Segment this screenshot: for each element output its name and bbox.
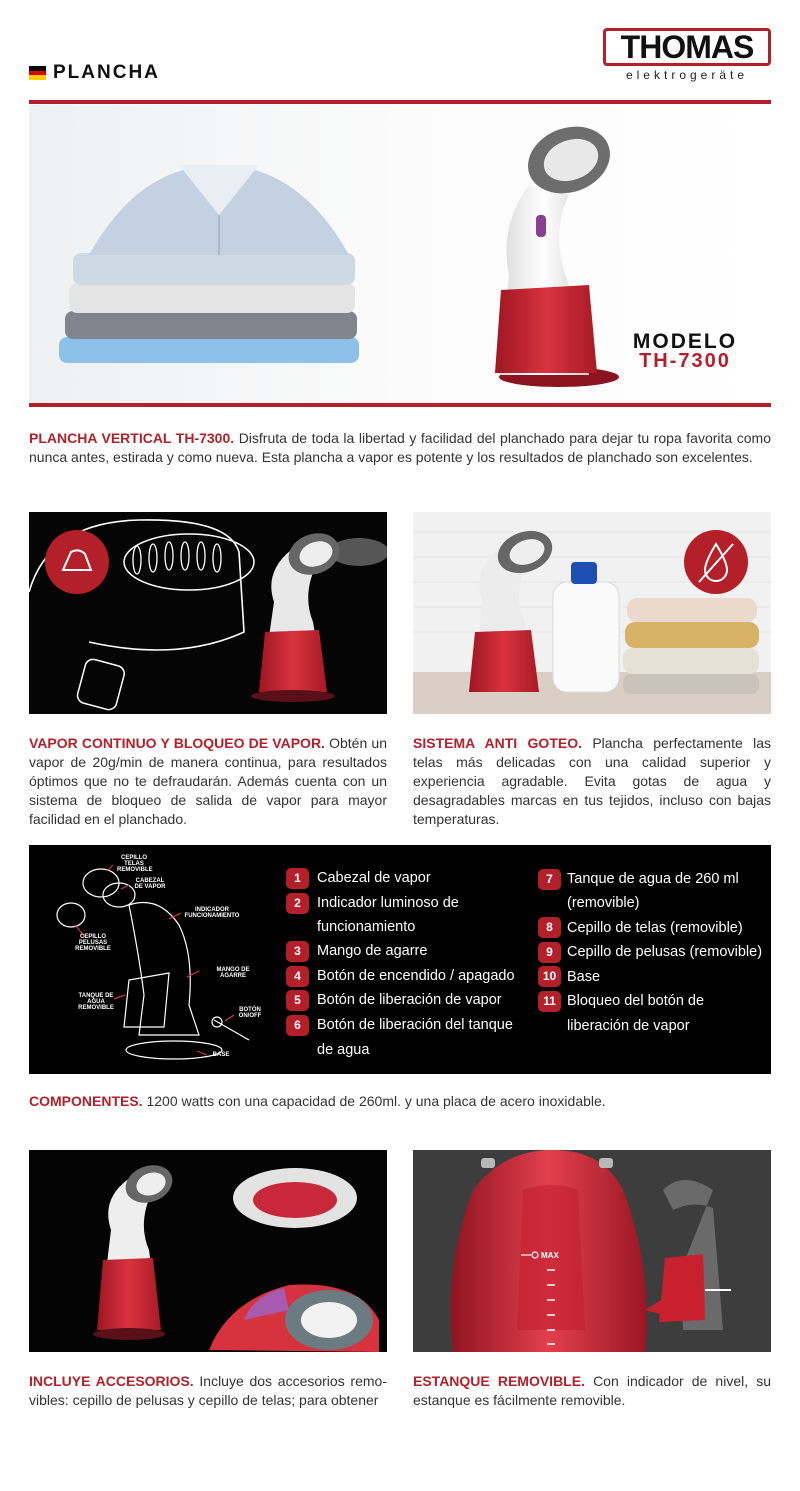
components-paragraph bbox=[29, 1092, 771, 1111]
diagram-label-tanque: TANQUE DE AGUA REMOVIBLE bbox=[78, 993, 114, 1011]
anti-drip-photo bbox=[413, 512, 771, 714]
vapor-paragraph bbox=[29, 734, 387, 829]
top-divider bbox=[29, 100, 771, 104]
diagram-label-indicador: INDICADOR FUNCIONAMIENTO bbox=[184, 907, 240, 919]
component-number-1: 1 bbox=[286, 868, 309, 889]
component-number-9: 9 bbox=[538, 942, 561, 963]
model-number: TH-7300 bbox=[639, 350, 731, 372]
component-label-10: Base bbox=[567, 969, 601, 985]
diagram-label-base: BASE bbox=[212, 1052, 230, 1058]
anti-drip-text: Plancha perfectamente las telas más delicadas con una calidad superior y experiencia agradable. Evita gotas de agua y desagradables marcas en tus tejidos, incluso con bajas temperaturas. bbox=[413, 735, 771, 827]
german-flag-icon bbox=[29, 66, 46, 80]
accessories-photo bbox=[29, 1150, 387, 1352]
intro-heading: PLANCHA VERTICAL TH-7300. bbox=[29, 430, 235, 446]
component-number-4: 4 bbox=[286, 966, 309, 987]
diagram-label-boton: BOTÓN ON/OFF bbox=[238, 1007, 262, 1019]
component-label-7: Tanque de agua de 260 ml bbox=[567, 871, 739, 887]
steam-iron-icon bbox=[45, 530, 109, 594]
diagram-label-cepillo-telas: CEPILLO TELAS REMOVIBLE bbox=[117, 855, 153, 873]
model-label: MODELO bbox=[632, 330, 738, 353]
logo-brand: THOMAS bbox=[620, 29, 754, 65]
hero-banner bbox=[29, 105, 771, 403]
vapor-photo bbox=[29, 512, 387, 714]
component-label-6: Botón de liberación del tanque bbox=[317, 1017, 513, 1033]
component-label-11: Bloqueo del botón de bbox=[567, 993, 705, 1009]
component-label-4: Botón de encendido / apagado bbox=[317, 968, 515, 984]
diagram-label-mango: MANGO DE AGARRE bbox=[216, 967, 250, 979]
component-number-10: 10 bbox=[538, 966, 561, 987]
hero-divider bbox=[29, 403, 771, 407]
accessories-heading: INCLUYE ACCESORIOS. bbox=[29, 1373, 194, 1389]
page-title: PLANCHA bbox=[53, 62, 160, 83]
intro-paragraph bbox=[29, 429, 771, 467]
vapor-text: Obtén un vapor de 20g/min de manera continua, para resultados óptimos que no te defraudarán. Además cuenta con un sistema de bloqueo de salida de vapor para mayor facilidad en el planchado. bbox=[29, 735, 387, 827]
component-label-2: Indicador luminoso de bbox=[317, 895, 459, 911]
intro-text: Disfruta de toda la libertad y facilidad del planchado para dejar tu ropa favorita como nunca antes, estirada y como nueva. Esta plancha a vapor es potente y los resultados de planchado son excelentes. bbox=[29, 430, 771, 465]
component-number-5: 5 bbox=[286, 990, 309, 1011]
tank-heading: ESTANQUE REMOVIBLE. bbox=[413, 1373, 585, 1389]
anti-drip-heading: SISTEMA ANTI GOTEO. bbox=[413, 735, 582, 751]
logo-tagline: elektrogeräte bbox=[625, 68, 749, 82]
component-label-9: Cepillo de pelusas (removible) bbox=[567, 944, 763, 960]
tank-paragraph bbox=[413, 1372, 771, 1410]
component-label-2-cont: funcionamiento bbox=[317, 919, 416, 935]
components-panel bbox=[29, 845, 771, 1074]
component-number-11: 11 bbox=[538, 991, 561, 1012]
components-text: 1200 watts con una capacidad de 260ml. y una placa de acero inoxidable. bbox=[142, 1093, 606, 1109]
component-number-6: 6 bbox=[286, 1015, 309, 1036]
component-label-5: Botón de liberación de vapor bbox=[317, 992, 502, 1008]
component-number-3: 3 bbox=[286, 941, 309, 962]
component-label-7-cont: (removible) bbox=[567, 895, 640, 911]
accessories-paragraph bbox=[29, 1372, 387, 1410]
anti-drip-paragraph bbox=[413, 734, 771, 829]
component-label-11-cont: liberación de vapor bbox=[567, 1018, 690, 1034]
hero-illustration bbox=[29, 105, 771, 403]
component-number-2: 2 bbox=[286, 893, 309, 914]
tank-photo bbox=[413, 1150, 771, 1352]
component-label-8: Cepillo de telas (removible) bbox=[567, 920, 743, 936]
vapor-heading: VAPOR CONTINUO Y BLOQUEO DE VAPOR. bbox=[29, 735, 325, 751]
component-number-8: 8 bbox=[538, 917, 561, 938]
accessories-text: Incluye dos accesorios remo-vibles: cepillo de pelusas y cepillo de telas; para obtener bbox=[29, 1373, 387, 1408]
component-label-1: Cabezal de vapor bbox=[317, 870, 431, 886]
thomas-logo bbox=[603, 28, 771, 84]
diagram-label-cabezal: CABEZAL DE VAPOR bbox=[134, 878, 166, 890]
diagram-label-cepillo-pelusas: CEPILLO PELUSAS REMOVIBLE bbox=[75, 934, 111, 952]
component-label-3: Mango de agarre bbox=[317, 943, 428, 959]
components-heading: COMPONENTES. bbox=[29, 1093, 143, 1109]
tank-text: Con indicador de nivel, su estanque es fácilmente removible. bbox=[413, 1373, 771, 1408]
max-level-label: MAX bbox=[541, 1251, 559, 1260]
component-number-7: 7 bbox=[538, 869, 561, 890]
component-label-6-cont: de agua bbox=[317, 1042, 370, 1058]
